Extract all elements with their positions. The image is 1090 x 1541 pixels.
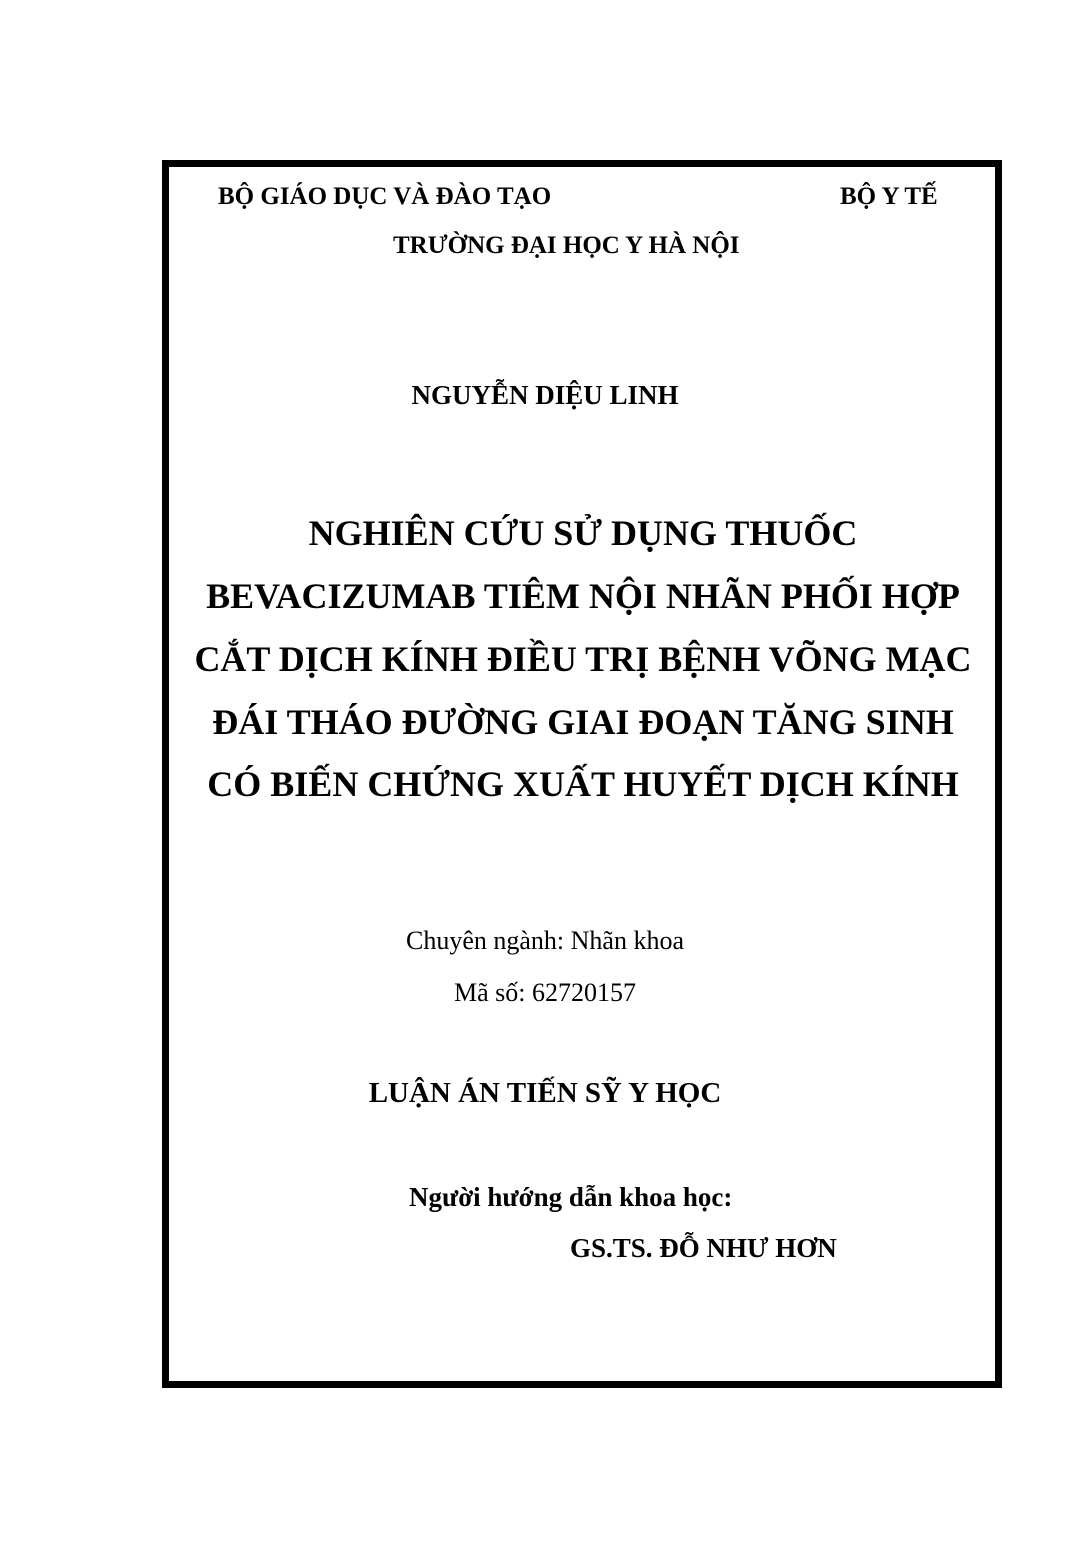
- thesis-title-line-2: BEVACIZUMAB TIÊM NỘI NHÃN PHỐI HỢP: [206, 576, 960, 616]
- specialty-line: Chuyên ngành: Nhãn khoa: [405, 926, 684, 955]
- author-name: NGUYỄN DIỆU LINH: [411, 380, 679, 410]
- university-heading: TRƯỜNG ĐẠI HỌC Y HÀ NỘI: [393, 232, 740, 259]
- thesis-title-line-3: CẮT DỊCH KÍNH ĐIỀU TRỊ BỆNH VÕNG MẠC: [194, 639, 972, 679]
- ministry-health-heading: BỘ Y TẾ: [840, 183, 938, 210]
- thesis-title-line-4: ĐÁI THÁO ĐƯỜNG GIAI ĐOẠN TĂNG SINH: [212, 702, 954, 742]
- advisor-name: GS.TS. ĐỖ NHƯ HƠN: [570, 1233, 837, 1263]
- thesis-title-line-1: NGHIÊN CỨU SỬ DỤNG THUỐC: [308, 513, 858, 553]
- code-line: Mã số: 62720157: [454, 978, 636, 1007]
- degree-title: LUẬN ÁN TIẾN SỸ Y HỌC: [368, 1077, 722, 1109]
- thesis-title-line-5: CÓ BIẾN CHỨNG XUẤT HUYẾT DỊCH KÍNH: [207, 764, 959, 804]
- advisor-label: Người hướng dẫn khoa học:: [409, 1182, 733, 1212]
- ministry-education-heading: BỘ GIÁO DỤC VÀ ĐÀO TẠO: [218, 183, 552, 210]
